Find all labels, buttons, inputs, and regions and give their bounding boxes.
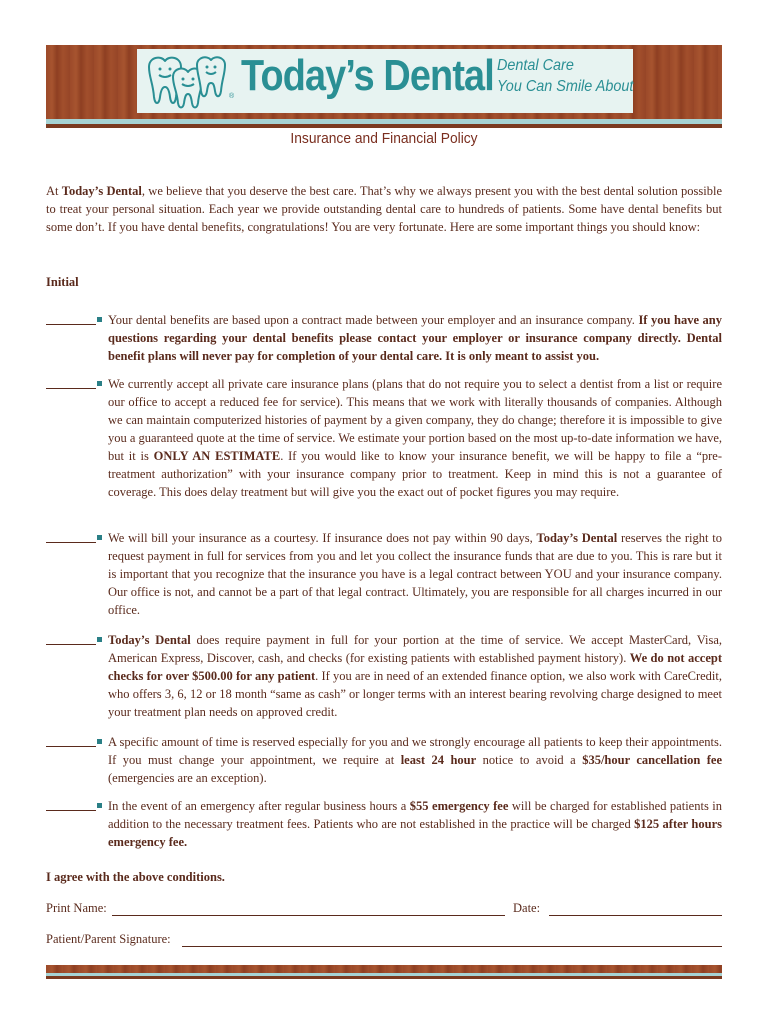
- logo-panel: [137, 49, 633, 113]
- tagline: [497, 55, 633, 97]
- date-field[interactable]: [549, 915, 722, 916]
- signature-row: [46, 932, 722, 950]
- intro-paragraph: [46, 182, 722, 236]
- policy-item-5: [46, 733, 722, 787]
- bullet-icon: [97, 535, 102, 540]
- bullet-icon: [97, 803, 102, 808]
- date-label: Date:: [513, 901, 541, 915]
- initial-field[interactable]: [46, 733, 96, 747]
- policy-item-4: [46, 631, 722, 721]
- initial-field[interactable]: [46, 797, 96, 811]
- policy-item-text: In the event of an emergency after regular business hours a $55 emergency fee will be charged for established patients in addition to the necessary treatment fees. Patients who are not established in the practice will be charged $125 after hours emergency fee.: [108, 799, 723, 849]
- initial-field[interactable]: [46, 311, 96, 325]
- bullet-icon: [97, 739, 102, 744]
- footer-brown-stripe: [46, 976, 722, 979]
- signature-label: Patient/Parent Signature:: [46, 932, 171, 946]
- brand-name: Today’s Dental: [241, 51, 494, 100]
- initial-field[interactable]: [46, 631, 96, 645]
- bullet-icon: [97, 637, 102, 642]
- initial-label: Initial: [46, 275, 79, 289]
- print-name-row: [46, 901, 722, 919]
- initial-field[interactable]: [46, 529, 96, 543]
- print-name-field[interactable]: [112, 915, 505, 916]
- policy-item-3: [46, 529, 722, 619]
- registered-mark: ®: [229, 93, 235, 100]
- print-name-label: Print Name:: [46, 901, 107, 915]
- policy-item-text: We will bill your insurance as a courtesy. If insurance does not pay within 90 days, Today’s Dental reserves the right to request payment in full for services from you and let you collect the insurance funds that are due to you. This is rare but it is important that you recognize that the insurance you have is a legal contract between YOU and your insurance company. Our office is not, and cannot be a part of that legal contract. Ultimately, you are responsible for all charges incurred in our office.: [108, 531, 722, 617]
- bullet-icon: [97, 317, 102, 322]
- bullet-icon: [97, 381, 102, 386]
- policy-item-2: [46, 375, 722, 501]
- signature-field[interactable]: [182, 946, 722, 947]
- policy-item-1: [46, 311, 722, 365]
- footer-wood-bar: [46, 965, 722, 973]
- page-title: Insurance and Financial Policy: [290, 130, 478, 147]
- intro-brand: Today’s Dental: [61, 184, 142, 198]
- policy-item-text: Your dental benefits are based upon a contract made between your employer and an insurance company. If you have any questions regarding your dental benefits please contact your employer or insurance company directly. Dental benefit plans will never pay for completion of your dental care. It is only meant to assist you.: [108, 313, 722, 363]
- policy-item-text: We currently accept all private care insurance plans (plans that do not require you to select a dentist from a list or require our office to accept a reduced fee for service). This means that we work with literally thousands of companies. Although we can maintain computerized histories of payment by a given company, they do change; therefore it is impossible to give you a guaranteed quote at the time of service. We estimate your portion based on the most up-to-date information we have, but it is ONLY AN ESTIMATE. If you would like to know your insurance benefit, we will be happy to file a “pre-treatment authorization” with your insurance company prior to treatment. Keep in mind this is not a guarantee of coverage. This does delay treatment but will give you the exact out of pocket figures you may require.: [108, 377, 723, 499]
- intro-text: , we believe that you deserve the best care. That’s why we always present you with the best dental solution possible to treat your personal situation. Each year we provide outstanding dental care to hundreds of patients. Some have dental benefits but some don’t. If you have dental benefits, congratulations! You are very fortunate. Here are some important things you should know:: [46, 184, 723, 234]
- agreement-statement: I agree with the above conditions.: [46, 870, 225, 884]
- policy-item-6: [46, 797, 722, 851]
- tagline-line-2: You Can Smile About: [497, 78, 634, 95]
- policy-item-text: A specific amount of time is reserved especially for you and we strongly encourage all patients to keep their appointments. If you must change your appointment, we require at least 24 hour notice to avoid a $35/hour cancellation fee (emergencies are an exception).: [108, 735, 723, 785]
- intro-lead: At: [46, 184, 62, 198]
- policy-item-text: Today’s Dental does require payment in full for your portion at the time of service. We accept MasterCard, Visa, American Express, Discover, cash, and checks (for existing patients with established payment history). We do not accept checks for over $500.00 for any patient. If you are in need of an extended finance option, we also work with CareCredit, who offers 3, 6, 12 or 18 month “same as cash” or longer terms with an interest bearing revolving charge designed to meet your treatment plan needs on approved credit.: [108, 633, 722, 719]
- initial-field[interactable]: [46, 375, 96, 389]
- smiling-teeth-icon: [145, 53, 231, 109]
- header-brown-stripe: [46, 124, 722, 128]
- tagline-line-1: Dental Care: [497, 57, 574, 74]
